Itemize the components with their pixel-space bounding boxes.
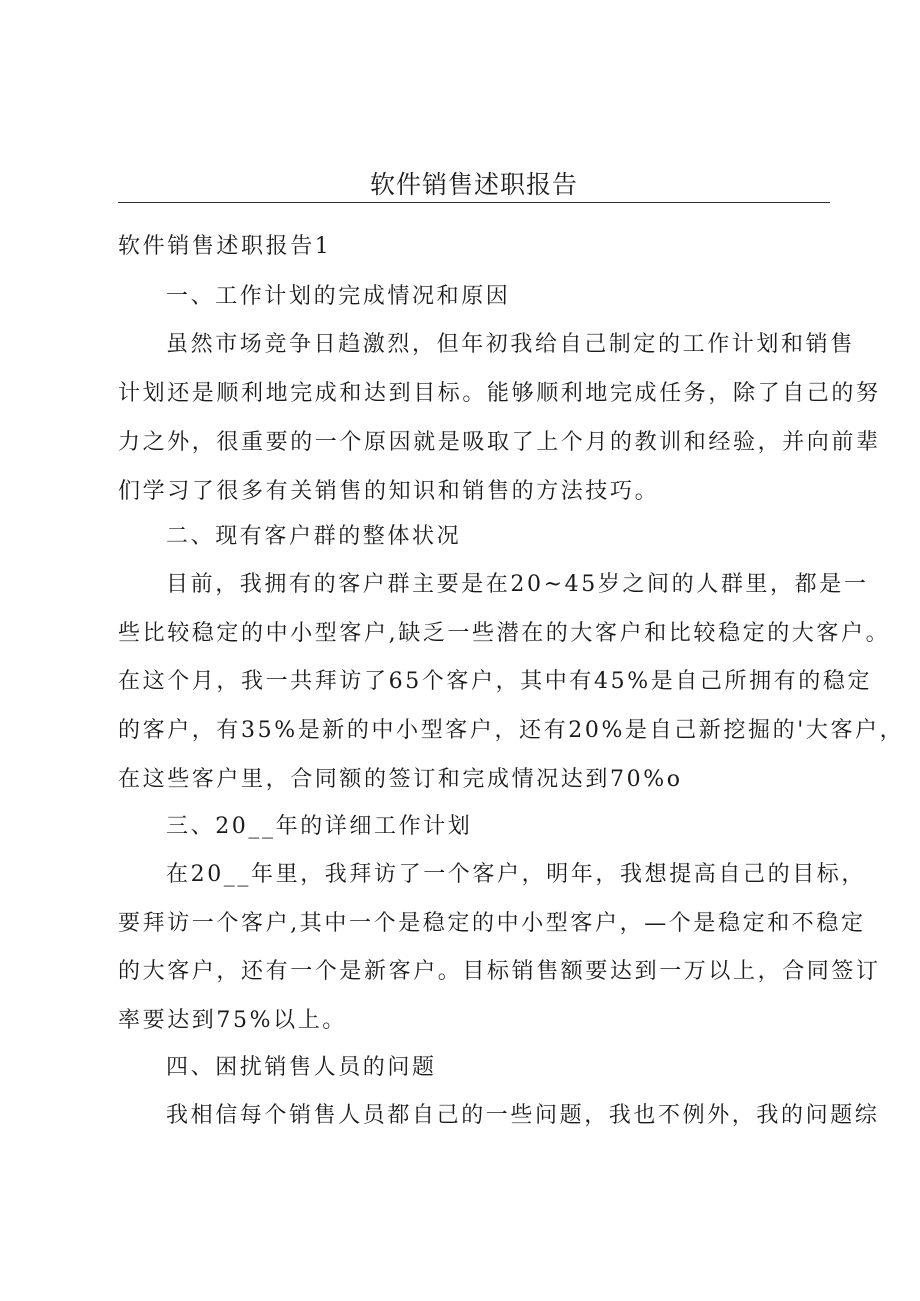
section-subtitle: 软件销售述职报告1 (118, 234, 332, 259)
heading-work-plan: 一、工作计划的完成情况和原因 (166, 284, 511, 309)
heading-customer-status: 二、现有客户群的整体状况 (166, 524, 462, 549)
title-divider (118, 202, 830, 203)
paragraph-line: 在这个月，我一共拜访了65个客户，其中有45%是自己所拥有的稳定 (118, 669, 873, 694)
paragraph-line: 虽然市场竞争日趋激烈，但年初我给自己制定的工作计划和销售 (166, 332, 855, 357)
paragraph-line: 力之外，很重要的一个原因就是吸取了上个月的教训和经验，并向前辈 (118, 430, 881, 455)
heading-sales-problems: 四、困扰销售人员的问题 (166, 1055, 437, 1080)
document-title: 软件销售述职报告 (369, 170, 578, 199)
paragraph-line: 我相信每个销售人员都自己的一些问题，我也不例外，我的问题综 (166, 1103, 880, 1128)
paragraph-line: 在20__年里，我拜访了一个客户，明年，我想提高自己的目标， (166, 862, 866, 887)
paragraph-line: 的大客户，还有一个是新客户。目标销售额要达到一万以上，合同签订 (118, 959, 881, 984)
heading-work-plan-detail: 三、20__年的详细工作计划 (166, 814, 473, 839)
paragraph-line: 的客户，有35%是新的中小型客户，还有20%是自己新挖掘的'大客户， (118, 718, 905, 743)
paragraph-line: 些比较稳定的中小型客户,缺乏一些潜在的大客户和比较稳定的大客户。 (118, 621, 891, 646)
paragraph-line: 计划还是顺利地完成和达到目标。能够顺利地完成任务，除了自己的努 (118, 381, 881, 406)
paragraph-line: 在这些客户里，合同额的签订和完成情况达到70%o (118, 767, 683, 792)
paragraph-line: 要拜访一个客户,其中一个是稳定的中小型客户，—个是稳定和不稳定 (118, 911, 866, 936)
paragraph-line: 目前，我拥有的客户群主要是在20~45岁之间的人群里，都是一 (166, 572, 869, 597)
paragraph-line: 率要达到75%以上。 (118, 1008, 347, 1033)
paragraph-line: 们学习了很多有关销售的知识和销售的方法技巧。 (118, 479, 660, 504)
